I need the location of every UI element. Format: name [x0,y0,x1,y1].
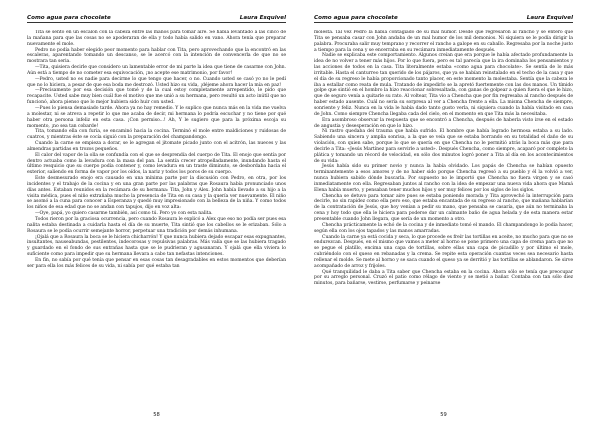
paragraph: Tita se sentó en un escalón con la cabeza entre las manos para tomar aire. Se había levantado a las cinco de la mañana para que las cosas no se apoderaran de ella y todo había salido en vano. Ahora tenía que preparar nuevamente el mole. [27,30,286,47]
paragraph: Pedro no podía haber elegido peor momento para hablar con Tita, pero aprovechando que la encontró en las escaleras, aparentando tomando un descanso, se le acercó con la intención de convencerla de que no se mostrara tan seria. [27,47,286,65]
paragraph: Chencha se detuvo para tomar aire pues se estaba poniendo morada y Tita aprovechó la interrupción para decirle, no sin rapidez como ella pero eso, que estaba encantada de su regreso al rancho, que mañana hablarían de la contratación de Jesús, que hoy venían a pedir su mano, que pensaba se casaría, que aún no terminaba la cena y hoy todo que ella le hiciera para poderse dar un calmante baño de agua helada y de esta manera estar presentable cuando John llegara, que sería de un momento a otro. [314,193,573,222]
paragraph: —Pedro, usted no es nadie para decirme lo que tengo que hacer, o no. Cuando usted se casó yo no le pedí que no lo hiciera, a pesar de que esa boda me destrozó. Usted hizo su vida, ¡déjeme ahora hacer la mía en paz! [27,76,286,88]
author-name: Laura Esquivel [239,15,286,21]
paragraph: Todos rieron por la graciosa ocurrencia, pero cuando Rosaura le explicó a Alex que eso no podía ser pues esa nalita estaba destinada a cuidarla hasta el día de su muerte, Tita sintió que los cabellos se le erizaban. Sólo a Rosaura se le podía ocurrir semejante horror, perpetuar una tradición por demás inhumana. [27,217,286,234]
author-name: Laura Esquivel [526,15,573,21]
paragraph: Cuando la carne ya está cocida y seca, lo que procede es freír las tortillas en aceite, no mucho para que no se endurezcan. Después, en el mismo que vamos a meter al horno se pone primero una capa de crema para que no se pegue el platillo, encima una capa de tortillas, sobre ellas una capa de picadillo y por último el mole, cubriéndolo con el queso en rebanadas y la crema. Se repite esta operación cuantas veces sea necesario hasta rellenar el molde. Se mete al horno y se saca cuando el queso ya se derritió y las tortillas se ablandaron. Se sirve acompañado de arroz y frijoles. [314,234,573,269]
paragraph: molesta. Tal vez Pedro la había contagiado de su mal humor. Desde que regresaron al rancho y se enteró que Tita se pensaba casar con John andaba de un mal humor de los mil demonios. Ni siquiera se le podía dirigir la palabra. Procuraba salir muy temprano y recorrer el rancho a galope en su caballo. Regresaba por la noche justo a tiempo para la cena y se encerraba en su recámara inmediatamente después. [314,30,573,53]
paragraph: Jesús había sido su primer novio y nunca la había olvidado. Los papás de Chencha se habían opuesto terminantemente a esos amores y de no haber sido porque Chencha regresó a su pueblo y él la volvió a ver, nunca hubiera sabido dónde buscarla. Por supuesto no le importó que Chencha no fuera virgen y se casó inmediatamente con ella. Regresaban juntos al rancho con la idea de empezar una nueva vida ahora que Mamá Elena había muerto, y pensaban tener muchos hijos y ser muy felices por los siglos de los siglos. [314,164,573,193]
paragraph: Cuando la carne se empieza a dorar, se le agregan el jitomate picado junto con el acitrón, las nueces y las almendras partidas en trozos pequeños. [27,141,286,152]
book-title: Como agua para chocolate [314,15,398,21]
paragraph: Este desmesurado enojo era causado en una mínima parte por la discusión con Pedro, en otra, por los incidentes y el trabajo de la cocina y en una gran parte por las palabras que Rosaura había pronunciado unos días antes. Estaban reunidos en la recámara de su hermana: Tita, John y Alex. John había llevado a su hijo a la visita médica, pues el niño extrañaba mucho la presencia de Tita en su casa y la quería ver nuevamente. El niño se asomó a la cuna para conocer a Esperanza y quedó muy impresionado con la belleza de la niña. Y como todos los niños de esa edad que no se andan con tapujos, dijo en voz alta: [27,176,286,211]
paragraph: Qué tranquilidad le daba a Tita saber que Chencha estaba en la cocina. Ahora sólo se tenía que preocupar por su arreglo personal. Cruzó el patio como rélago de viento y se metió a bañar. Contaba con tan sólo diez minutos, para bañarse, vestirse, perfumarse y peinarse [314,269,573,287]
paragraph: Nadie se explicaba este comportamiento. Algunos creían que era porque le había afectado profundamente la idea de no volver a tener más hijos. Por lo que fuera, pero es tal parecía que la ira dominaba los pensamientos y las acciones de todos en la casa. Tita literalmente estaba «como agua para chocolate». Se sentía de lo más irritable. Hasta el canturreo tan querido de los pájaros, que ya se habían reinstalado en el techo de la casa y que el día de su regreso le había proporcionado tanto placer, en este momento la molestaba. Sentía que la cabeza le iba a estallar como reata de mula. Tratando de impedirlo se la apretó fuertemente con las dos manos. Un tímido golpe que sintió en el hombro la hizo reaccionar sobresaltada, con ganas de golpear a quien fuera el que le hizo, que de seguro venía a quitarle su rato. Al voltear, Tita vio a Chencha que por fin regresaba al rancho después de haber estado ausente. Cuál no sería su sorpresa al ver a Chencha frente a ella. La misma Chencha de siempre, sonriente y feliz. Nunca en la vida le había dado tanto gusto verla, ni siquiera cuando la había visitado en casa de John. Como siempre Chencha llegaba cada del cielo, en el momento en que Tita más la necesitaba. [314,53,573,117]
paragraph: Era asombroso observar la respuesta que se encontró a Chencha, después de haberla visto irse en el estado de angustia y desesperación en que lo hizo. [314,117,573,129]
page-number: 59 [440,412,447,418]
paragraph: Chencha prácticamente la echó de la cocina y de inmediato tomó el mando. El champandongo lo podía hacer, según ella con los ojos tapados y las manos amarradas. [314,222,573,234]
paragraph: —Precisamente por esa decisión que tomé y de la cual estoy completamente arrepentido, le pido que recapacite. Usted sabe muy bien cuál fue el motivo que me unió a su hermana, pero resultó un acto inútil que no funcionó, ahora pienso que lo mejor hubiera sido huir con usted. [27,88,286,106]
running-header [27,9,286,23]
right-page [300,0,600,424]
paragraph: En fin, no sabía por qué tenía que pensar en esas cosas tan desagradables en estos momentos que deberían ser para ella los más felices de su vida, ni sabía por qué estaba tan [27,257,286,269]
book-title: Como agua para chocolate [27,15,111,21]
text-column [314,30,573,407]
paragraph: ¡Ojalá que a Rosaura la boca se le hiciera chicharrón! Y que nunca hubiera dejado escapar esas expugnantes, insultantes, nauseabundas, pestilentes, indecorosas y repulsivas palabras. Más valía que se las hubiera tragado y guardado en el fondo de sus entrañas hasta que se le pudrieran y agusanaran. Y ojalá que ella viviera lo suficiente como para impedir que su hermana llevara a cabo tan nefastas intenciones. [27,234,286,258]
paragraph: Tita, tomando ella con furia, se encaminó hacia la cocina. Terminó el mole entre maldiciones y ruidosas de cuatros, y mientras éste se cocía siguió con la preparación del champandongo. [27,129,286,141]
text-column [27,30,286,407]
paragraph: Ni rastro quedaba del trauma que había sufrido. El hombre que había logrado hermosa estaba a su lado. Sabiendo una sincera y amplia sonrisa, a la que se veía que se estaba borrando en su totalidad el daño de su violación, con quien sabe, porque lo que se quería en que Chencha no le permitió atrás la boca más que para decirle a Tita: «Jesús Martínez para servirle a usted». Después Chencha, como siempre, acaparó por completo la plática y tomando un récord de velocidad, en sólo dos minutos logró poner a Tita al día en los acontecimientos de su vida: [314,129,573,164]
paragraph: —Tita, quisiera decirle que considero un lamentable error de mi parte la idea que tiene de casarme con John. Aún está a tiempo de no cometer esa equivocación, ¡no acepte ese matrimonio, por favor! [27,65,286,76]
running-header [314,9,573,23]
page-number: 58 [153,412,160,418]
paragraph: El calor del vapor de la olla se confundía con el que se desprendía del cuerpo de Tita. El enojo que sentía por dentro actuaba como la levadura con la masa del pan. La sentía crecer atropelladamente, inundando hasta el último resquicio que su cuerpo podía contener y, como levadura en un traste diminuto, se desbordaba hacia el exterior, saliendo en forma de vapor por los oídos, la nariz y todos los poros de su cuerpo. [27,152,286,176]
paragraph: —Oye, papá, yo quiero casarme también, así como tú. Pero yo con esta nalita. [35,211,213,217]
paragraph: —Pues lo piensa demasiado tarde. Ahora ya no hay remedio. Y le suplico que nunca más en la vida me vuelva a molestar, ni se atreva a repetir lo que me acaba de decir, mi hermana lo podría escuchar y no tiene por qué haber otra persona infeliz en esta casa. ¡Con permiso...! Ah, Y le sugiero que para la próxima escoja su momento, ¡no sea tan cobarde! [27,105,286,129]
